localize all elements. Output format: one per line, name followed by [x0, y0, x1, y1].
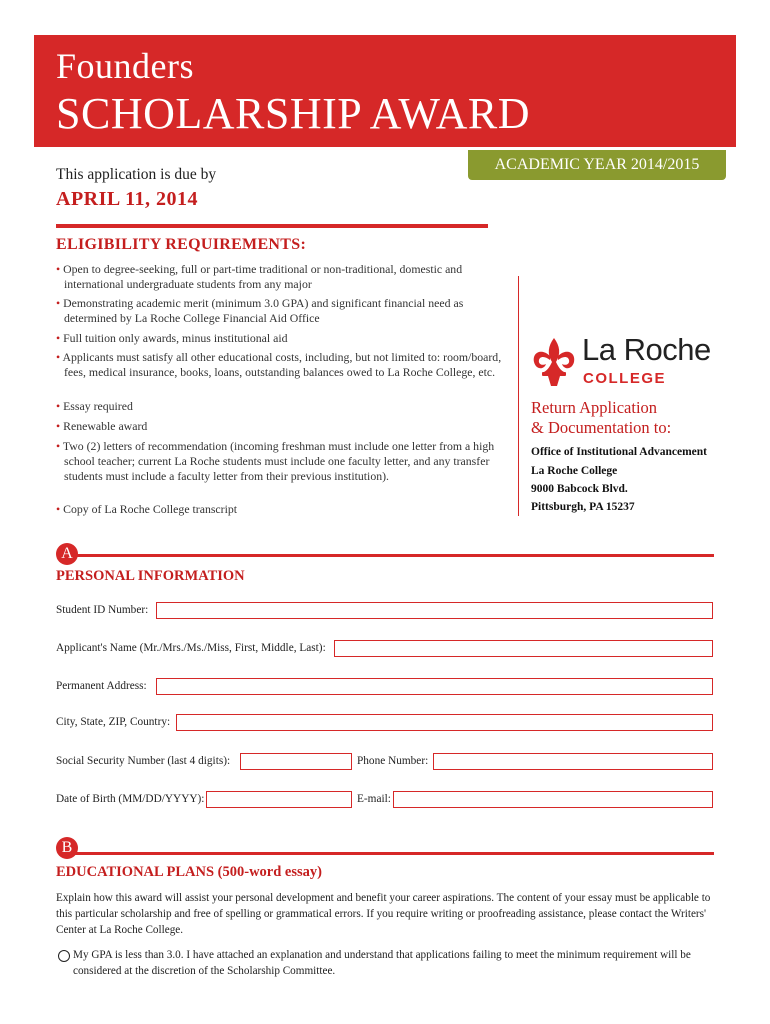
phone-label: Phone Number: [357, 755, 429, 767]
gpa-radio[interactable] [58, 950, 70, 962]
address-line: Pittsburgh, PA 15237 [531, 501, 635, 513]
email-field[interactable] [393, 791, 713, 808]
section-b-badge: B [56, 837, 78, 859]
essay-instructions: Explain how this award will assist your personal development and benefit your career aspirations. The content of your essay must be applicable to this particular scholarship and free of spelling or grammatical errors. If you require writing or proofreading assistance, please contact the Writers' Center at La Roche College. [56, 892, 711, 936]
student-id-label: Student ID Number: [56, 604, 149, 616]
phone-field[interactable] [433, 753, 713, 770]
dob-label: Date of Birth (MM/DD/YYYY): [56, 793, 205, 805]
email-label: E-mail: [357, 793, 391, 805]
due-label: This application is due by [56, 166, 217, 183]
address-field[interactable] [156, 678, 713, 695]
gpa-option-label: My GPA is less than 3.0. I have attached an explanation and understand that applications failing to meet the minimum requirement will be considered at the discretion of the Scholarship Committee. [73, 949, 691, 977]
student-id-field[interactable] [156, 602, 713, 619]
section-a-badge: A [56, 543, 78, 565]
logo-wordmark: La Roche [582, 332, 711, 367]
logo-subtitle: COLLEGE [583, 370, 667, 387]
address-line: Office of Institutional Advancement [531, 446, 708, 458]
ssn-field[interactable] [240, 753, 352, 770]
section-a-divider [64, 554, 714, 557]
applicant-name-field[interactable] [334, 640, 713, 657]
eligibility-item: • Open to degree-seeking, full or part-time traditional or non-traditional, domestic and international undergraduate students from any major [56, 262, 463, 291]
return-title-line2: & Documentation to: [531, 418, 672, 437]
eligibility-item: • Copy of La Roche College transcript [56, 502, 238, 516]
eligibility-item: • Full tuition only awards, minus institutional aid [56, 331, 288, 345]
college-logo [530, 334, 730, 390]
divider [56, 224, 488, 228]
banner-subtitle: Founders [56, 46, 194, 86]
eligibility-item: • Two (2) letters of recommendation (incoming freshman must include one letter from a high school teacher; current La Roche students must include one faculty letter, and any transfer students must include a faculty letter from their previous institution). [56, 439, 495, 483]
ssn-label: Social Security Number (last 4 digits): [56, 755, 231, 767]
eligibility-item: • Renewable award [56, 419, 148, 433]
section-a-title: PERSONAL INFORMATION [56, 568, 245, 584]
city-label: City, State, ZIP, Country: [56, 716, 171, 728]
eligibility-item: • Applicants must satisfy all other educational costs, including, but not limited to: room/board, fees, medical insurance, books, loans, outstanding balances owed to La Roche College, etc. [56, 350, 502, 379]
due-date: APRIL 11, 2014 [56, 188, 199, 210]
banner-title: SCHOLARSHIP AWARD [56, 89, 530, 138]
academic-year-tab: ACADEMIC YEAR 2014/2015 [468, 150, 726, 180]
return-title [531, 398, 671, 438]
eligibility-item: • Demonstrating academic merit (minimum 3.0 GPA) and significant financial need as determined by La Roche College Financial Aid Office [56, 296, 464, 325]
address-line: 9000 Babcock Blvd. [531, 483, 628, 495]
vertical-divider [518, 276, 519, 516]
section-b-title: EDUCATIONAL PLANS (500-word essay) [56, 864, 322, 880]
address-line: La Roche College [531, 465, 618, 477]
eligibility-title: ELIGIBILITY REQUIREMENTS: [56, 236, 307, 253]
eligibility-item: • Essay required [56, 399, 133, 413]
section-b-divider [64, 852, 714, 855]
city-field[interactable] [176, 714, 713, 731]
return-title-line1: Return Application [531, 398, 658, 417]
applicant-name-label: Applicant's Name (Mr./Mrs./Ms./Miss, First, Middle, Last): [56, 642, 326, 654]
dob-field[interactable] [206, 791, 352, 808]
address-label: Permanent Address: [56, 680, 147, 692]
